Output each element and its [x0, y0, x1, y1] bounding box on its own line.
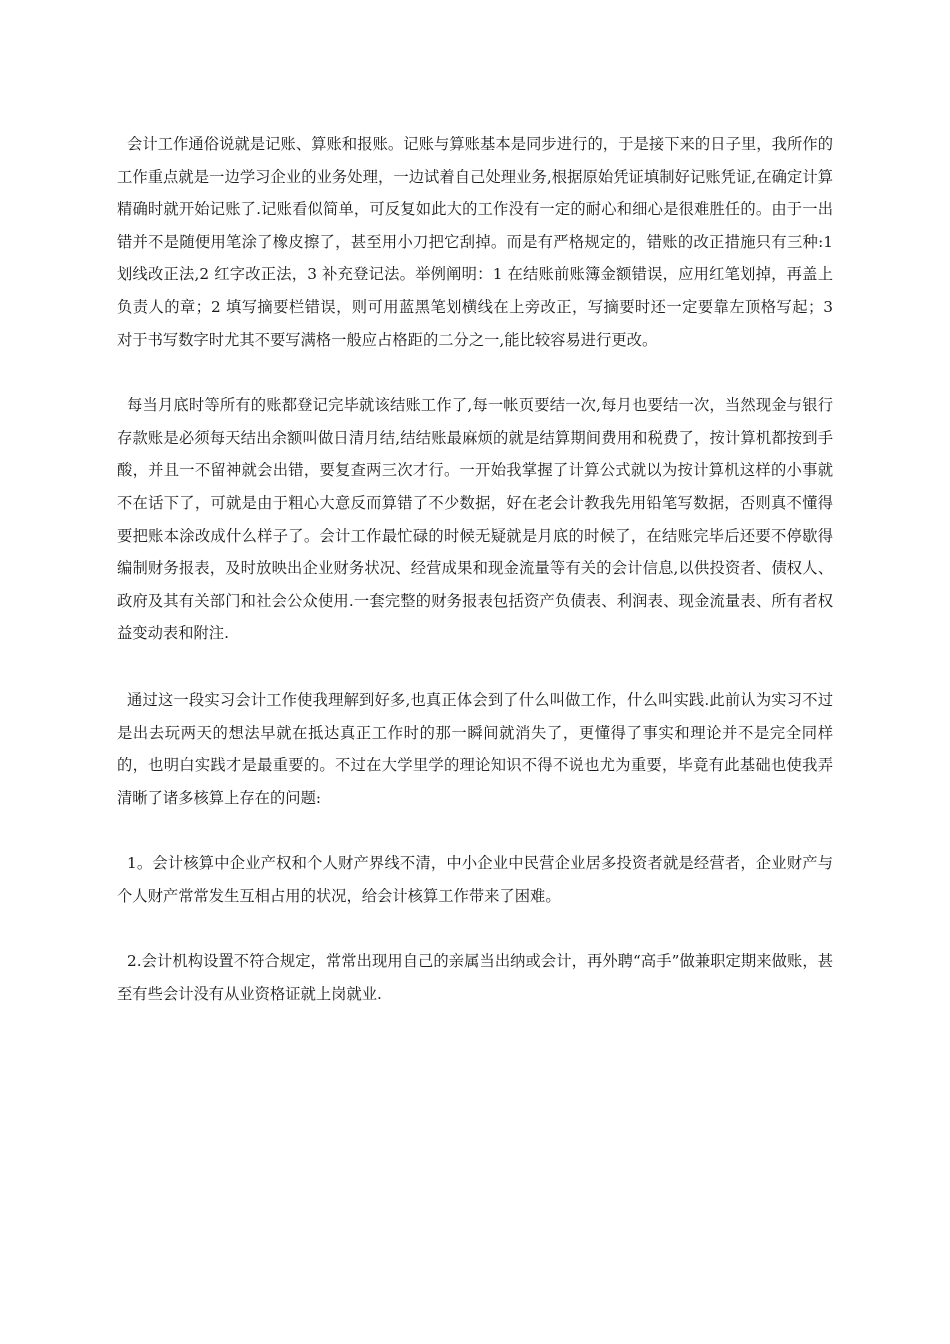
- paragraph-bookkeeping: 会计工作通俗说就是记账、算账和报账。记账与算账基本是同步进行的，于是接下来的日子里，我所作的工作重点就是一边学习企业的业务处理，一边试着自己处理业务,根据原始凭证填制好记账凭证,在确定计算精确时就开始记账了.记账看似简单，可反复如此大的工作没有一定的耐心和细心是很难胜任的。由于一出错并不是随便用笔涂了橡皮擦了，甚至用小刀把它刮掉。而是有严格规定的，错账的改正措施只有三种:1 划线改正法,2 红字改正法，3 补充登记法。举例阐明：1 在结账前账簿金额错误，应用红笔划掉，再盖上负责人的章；2 填写摘要栏错误，则可用蓝黑笔划横线在上旁改正，写摘要时还一定要靠左顶格写起；3 对于书写数字时尤其不要写满格一般应占格距的二分之一,能比较容易进行更改。: [117, 135, 833, 349]
- paragraph-internship-reflection: 通过这一段实习会计工作使我理解到好多,也真正体会到了什么叫做工作，什么叫实践.此前认为实习不过是出去玩两天的想法早就在抵达真正工作时的那一瞬间就消失了，更懂得了事实和理论并不是完全同样的，也明白实践才是最重要的。不过在大学里学的理论知识不得不说也尤为重要，毕竟有此基础也使我弄清晰了诸多核算上存在的问题:: [117, 690, 833, 807]
- paragraph-issue-1: 1。会计核算中企业产权和个人财产界线不清，中小企业中民营企业居多投资者就是经营者，企业财产与个人财产常常发生互相占用的状况，给会计核算工作带来了困难。: [117, 854, 833, 905]
- paragraph-issue-2: 2.会计机构设置不符合规定，常常出现用自己的亲属当出纳或会计，再外聘“高手”做兼职定期来做账，甚至有些会计没有从业资格证就上岗就业.: [117, 952, 833, 1004]
- paragraph-month-end-closing: 每当月底时等所有的账都登记完毕就该结账工作了,每一帐页要结一次,每月也要结一次，当然现金与银行存款账是必须每天结出余额叫做日清月结,结结账最麻烦的就是结算期间费用和税费了，按计算机都按到手酸，并且一不留神就会出错，要复查两三次才行。一开始我掌握了计算公式就以为按计算机这样的小事就不在话下了，可就是由于粗心大意反而算错了不少数据，好在老会计教我先用铅笔写数据，否则真不懂得要把账本涂改成什么样子了。会计工作最忙碌的时候无疑就是月底的时候了，在结账完毕后还要不停歇得编制财务报表，及时放映出企业财务状况、经营成果和现金流量等有关的会计信息,以供投资者、债权人、政府及其有关部门和社会公众使用.一套完整的财务报表包括资产负债表、利润表、现金流量表、所有者权益变动表和附注.: [117, 396, 833, 643]
- document-body: [117, 128, 833, 1044]
